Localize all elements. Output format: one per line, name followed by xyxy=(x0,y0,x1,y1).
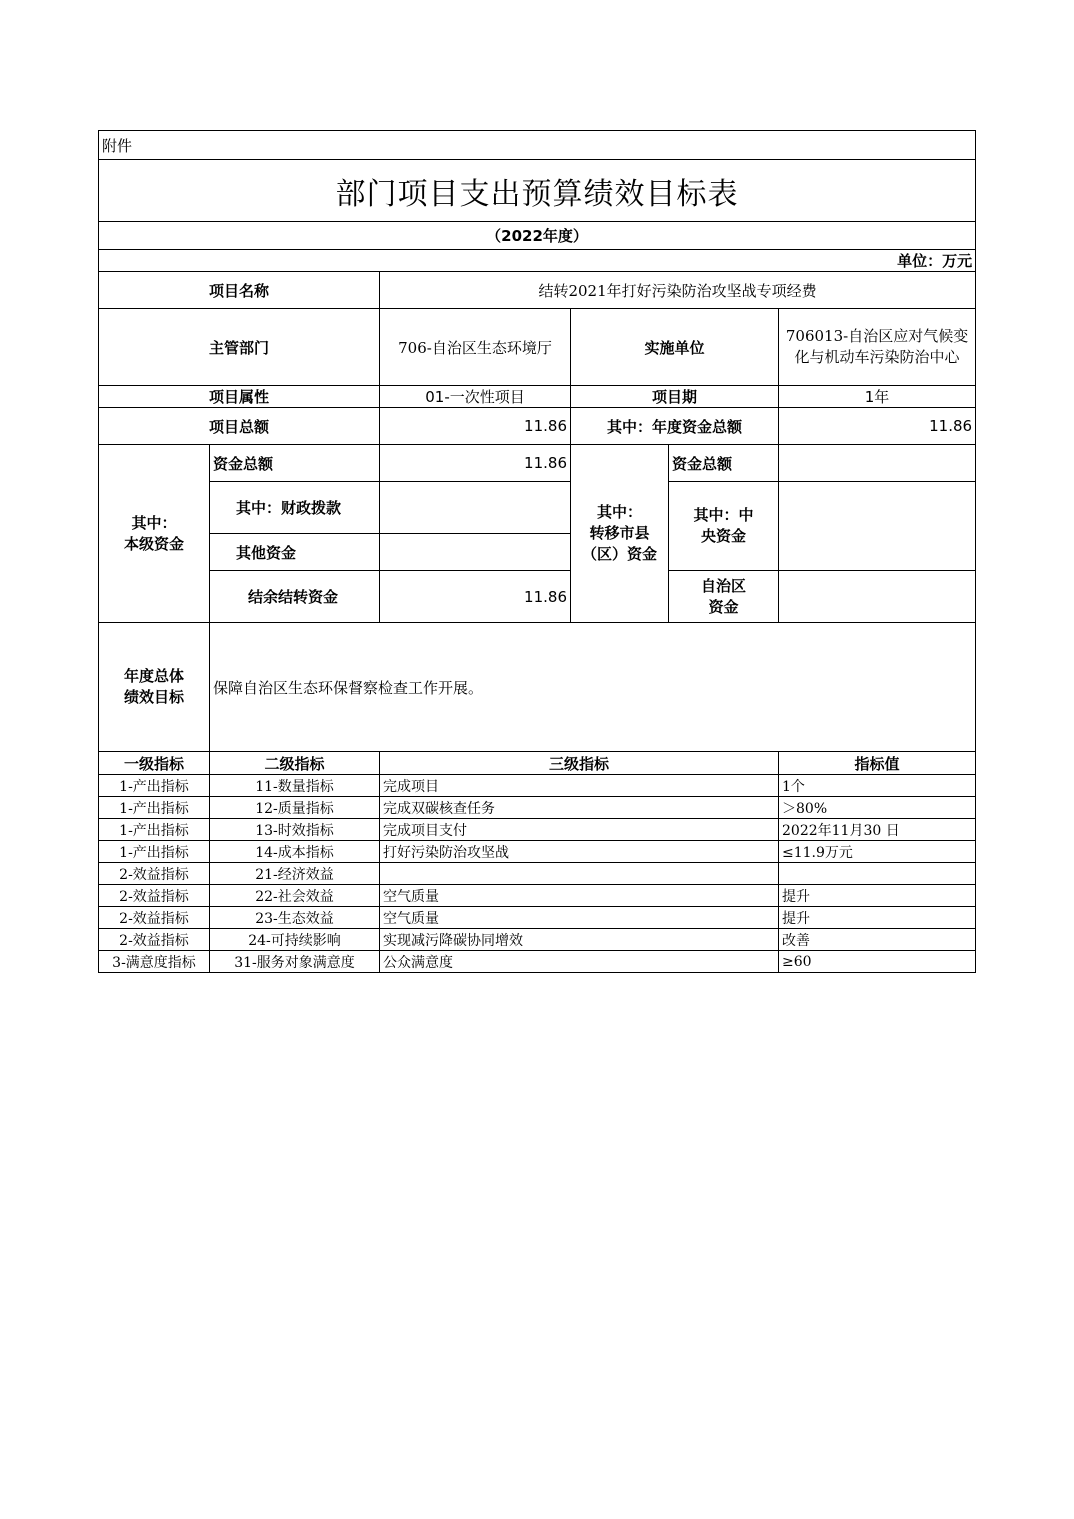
dept-value: 706-自治区生态环境厅 xyxy=(380,309,571,386)
year-label: （2022年度） xyxy=(99,222,976,250)
ind-level1: 1-产出指标 xyxy=(99,797,210,819)
ind-level2: 24-可持续影响 xyxy=(210,929,380,951)
ind-header-level2: 二级指标 xyxy=(210,752,380,775)
ind-level1: 2-效益指标 xyxy=(99,863,210,885)
table-row xyxy=(99,929,976,951)
ind-level1: 2-效益指标 xyxy=(99,907,210,929)
table-row xyxy=(99,775,976,797)
ind-level3: 空气质量 xyxy=(380,885,779,907)
transfer-fund-label: 其中： 转移市县 （区）资金 xyxy=(571,445,669,623)
annual-label: 其中：年度资金总额 xyxy=(571,408,779,445)
table-row xyxy=(99,819,976,841)
unit-label: 单位：万元 xyxy=(99,250,976,272)
ind-level3: 空气质量 xyxy=(380,907,779,929)
table-row xyxy=(99,841,976,863)
total-label: 项目总额 xyxy=(99,408,380,445)
ind-level2: 22-社会效益 xyxy=(210,885,380,907)
ind-value: 2022年11月30 日 xyxy=(779,819,976,841)
ind-level3: 公众满意度 xyxy=(380,951,779,973)
performance-target-sheet xyxy=(98,130,975,973)
t-total-label: 资金总额 xyxy=(669,445,779,482)
goal-label: 年度总体 绩效目标 xyxy=(99,623,210,752)
local-fund-label: 其中： 本级资金 xyxy=(99,445,210,623)
performance-target-table xyxy=(98,130,976,973)
ind-level2: 12-质量指标 xyxy=(210,797,380,819)
ind-level3: 打好污染防治攻坚战 xyxy=(380,841,779,863)
ind-level3: 完成项目 xyxy=(380,775,779,797)
t-central-label: 其中：中 央资金 xyxy=(669,482,779,571)
other-value xyxy=(380,534,571,571)
t-region-label: 自治区 资金 xyxy=(669,571,779,623)
total-value: 11.86 xyxy=(380,408,571,445)
impl-label: 实施单位 xyxy=(571,309,779,386)
ind-value: ＞80% xyxy=(779,797,976,819)
ind-header-value: 指标值 xyxy=(779,752,976,775)
ind-value: ≤11.9万元 xyxy=(779,841,976,863)
ind-level2: 14-成本指标 xyxy=(210,841,380,863)
ind-level3: 实现减污降碳协同增效 xyxy=(380,929,779,951)
goal-text: 保障自治区生态环保督察检查工作开展。 xyxy=(210,623,976,752)
carry-label: 结余结转资金 xyxy=(210,571,380,623)
t-total-value xyxy=(779,445,976,482)
fund-total-label: 资金总额 xyxy=(210,445,380,482)
ind-value: 改善 xyxy=(779,929,976,951)
page-title: 部门项目支出预算绩效目标表 xyxy=(99,160,976,222)
annual-value: 11.86 xyxy=(779,408,976,445)
table-row xyxy=(99,863,976,885)
table-row xyxy=(99,797,976,819)
attr-value: 01-一次性项目 xyxy=(380,386,571,408)
other-label: 其他资金 xyxy=(210,534,380,571)
ind-level2: 31-服务对象满意度 xyxy=(210,951,380,973)
period-label: 项目期 xyxy=(571,386,779,408)
ind-level1: 3-满意度指标 xyxy=(99,951,210,973)
ind-level2: 21-经济效益 xyxy=(210,863,380,885)
ind-value xyxy=(779,863,976,885)
ind-value: 提升 xyxy=(779,885,976,907)
ind-level3 xyxy=(380,863,779,885)
ind-level1: 1-产出指标 xyxy=(99,819,210,841)
ind-level1: 2-效益指标 xyxy=(99,929,210,951)
ind-level2: 13-时效指标 xyxy=(210,819,380,841)
ind-value: 1个 xyxy=(779,775,976,797)
ind-level1: 1-产出指标 xyxy=(99,841,210,863)
ind-value: ≥60 xyxy=(779,951,976,973)
ind-level1: 1-产出指标 xyxy=(99,775,210,797)
t-region-value xyxy=(779,571,976,623)
fiscal-label: 其中：财政拨款 xyxy=(210,482,380,534)
impl-value: 706013-自治区应对气候变化与机动车污染防治中心 xyxy=(779,309,976,386)
carry-value: 11.86 xyxy=(380,571,571,623)
ind-level2: 11-数量指标 xyxy=(210,775,380,797)
ind-level3: 完成项目支付 xyxy=(380,819,779,841)
fund-total-value: 11.86 xyxy=(380,445,571,482)
ind-header-level1: 一级指标 xyxy=(99,752,210,775)
table-row xyxy=(99,907,976,929)
table-row xyxy=(99,951,976,973)
period-value: 1年 xyxy=(779,386,976,408)
project-name-value: 结转2021年打好污染防治攻坚战专项经费 xyxy=(380,272,976,309)
t-central-value xyxy=(779,482,976,571)
attr-label: 项目属性 xyxy=(99,386,380,408)
attachment-label: 附件 xyxy=(99,131,976,160)
ind-value: 提升 xyxy=(779,907,976,929)
dept-label: 主管部门 xyxy=(99,309,380,386)
ind-header-level3: 三级指标 xyxy=(380,752,779,775)
ind-level3: 完成双碳核查任务 xyxy=(380,797,779,819)
ind-level2: 23-生态效益 xyxy=(210,907,380,929)
table-row xyxy=(99,885,976,907)
project-name-label: 项目名称 xyxy=(99,272,380,309)
ind-level1: 2-效益指标 xyxy=(99,885,210,907)
fiscal-value xyxy=(380,482,571,534)
